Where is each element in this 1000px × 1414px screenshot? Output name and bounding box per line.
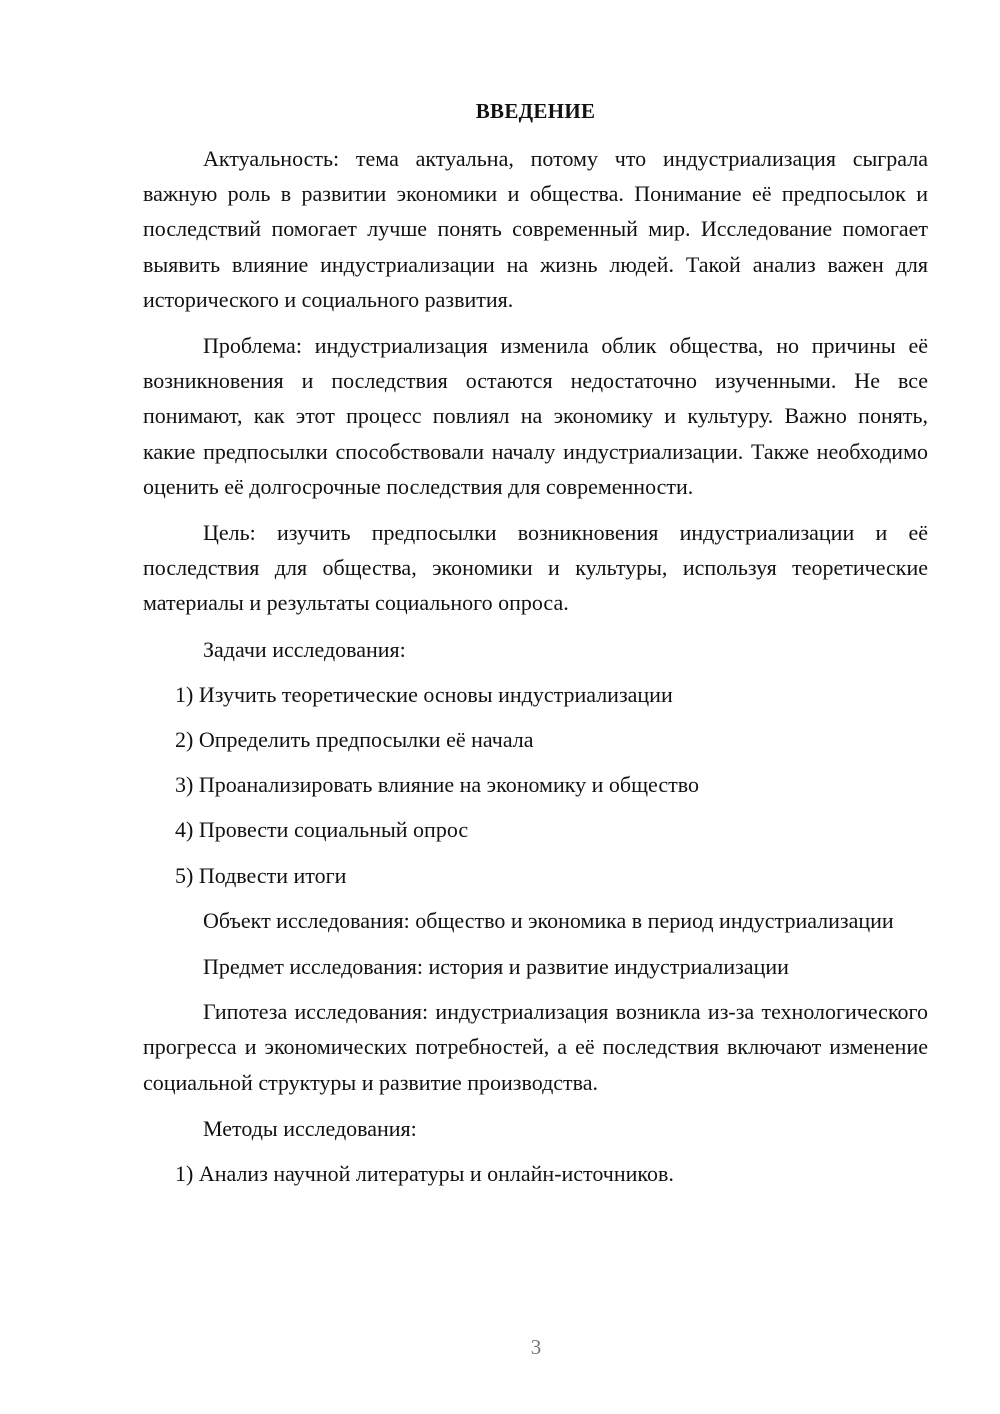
task-item-1: 1) Изучить теоретические основы индустриализации — [175, 681, 673, 707]
task-item-5: 5) Подвести итоги — [175, 862, 347, 888]
paragraph-subject: Предмет исследования: история и развитие индустриализации — [203, 954, 789, 980]
task-item-2: 2) Определить предпосылки её начала — [175, 727, 534, 753]
paragraph-goal: Цель: изучить предпосылки возникновения индустриализации и её последствия для общества, экономики и культуры, используя теоретические материалы и результаты социального опроса. — [143, 520, 928, 616]
paragraph-problem: Проблема: индустриализация изменила облик общества, но причины её возникновения и последствия остаются недостаточно изученными. Не все понимают, как этот процесс повлиял на экономику и культуру. Важно понять, какие предпосылки способствовали началу индустриализации. Также необходимо оценить её долгосрочные последствия для современности. — [143, 333, 928, 499]
page-title: ВВЕДЕНИЕ — [475, 99, 596, 123]
paragraph-relevance: Актуальность: тема актуальна, потому что индустриализация сыграла важную роль в развитии экономики и общества. Понимание её предпосылок и последствий помогает лучше понять современный мир. Исследование помогает выявить влияние индустриализации на жизнь людей. Такой анализ важен для исторического и социального развития. — [143, 146, 928, 312]
task-item-3: 3) Проанализировать влияние на экономику и общество — [175, 772, 699, 798]
paragraph-object: Объект исследования: общество и экономика в период индустриализации — [203, 907, 894, 933]
method-item-1: 1) Анализ научной литературы и онлайн-источников. — [175, 1161, 674, 1187]
task-item-4: 4) Провести социальный опрос — [175, 817, 469, 843]
methods-heading: Методы исследования: — [203, 1115, 417, 1141]
tasks-heading: Задачи исследования: — [203, 636, 406, 662]
document-body — [143, 141, 928, 1201]
page-number: 3 — [530, 1335, 542, 1359]
paragraph-hypothesis: Гипотеза исследования: индустриализация возникла из-за технологического прогресса и экономических потребностей, а её последствия включают изменение социальной структуры и развитие производства. — [143, 999, 928, 1095]
